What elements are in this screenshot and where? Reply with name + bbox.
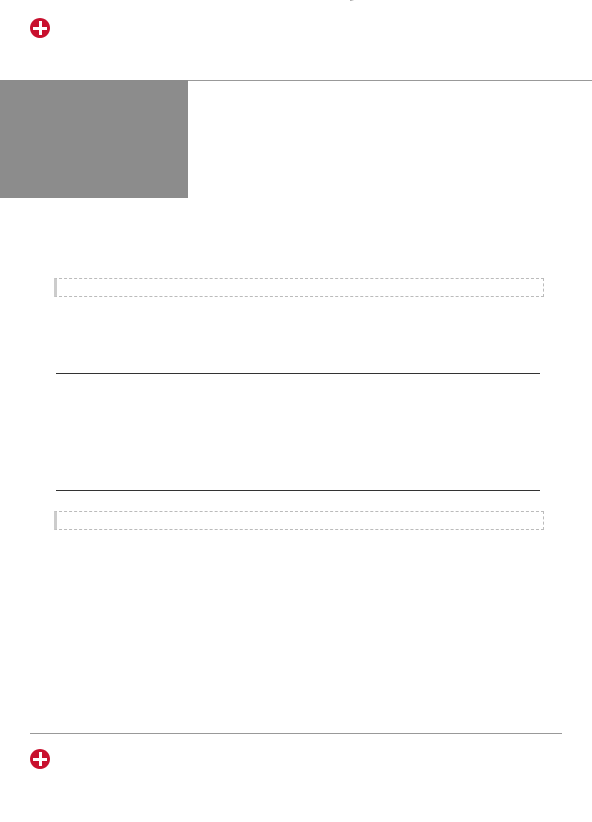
footer-rule (30, 733, 562, 734)
shimadzu-cross-logo-icon (30, 18, 50, 38)
decorative-diagonal-line (350, 0, 592, 1)
table-bottom-rule (56, 490, 540, 491)
brand-logo-top (30, 18, 56, 38)
results-section-box (54, 511, 544, 530)
header-rule (188, 80, 592, 81)
brand-logo-bottom (30, 749, 56, 769)
chromatogram-figure (54, 538, 544, 698)
application-badge (0, 80, 188, 198)
experiment-section-box (54, 278, 544, 297)
shimadzu-cross-logo-icon (30, 749, 50, 769)
table-top-rule (56, 373, 540, 374)
